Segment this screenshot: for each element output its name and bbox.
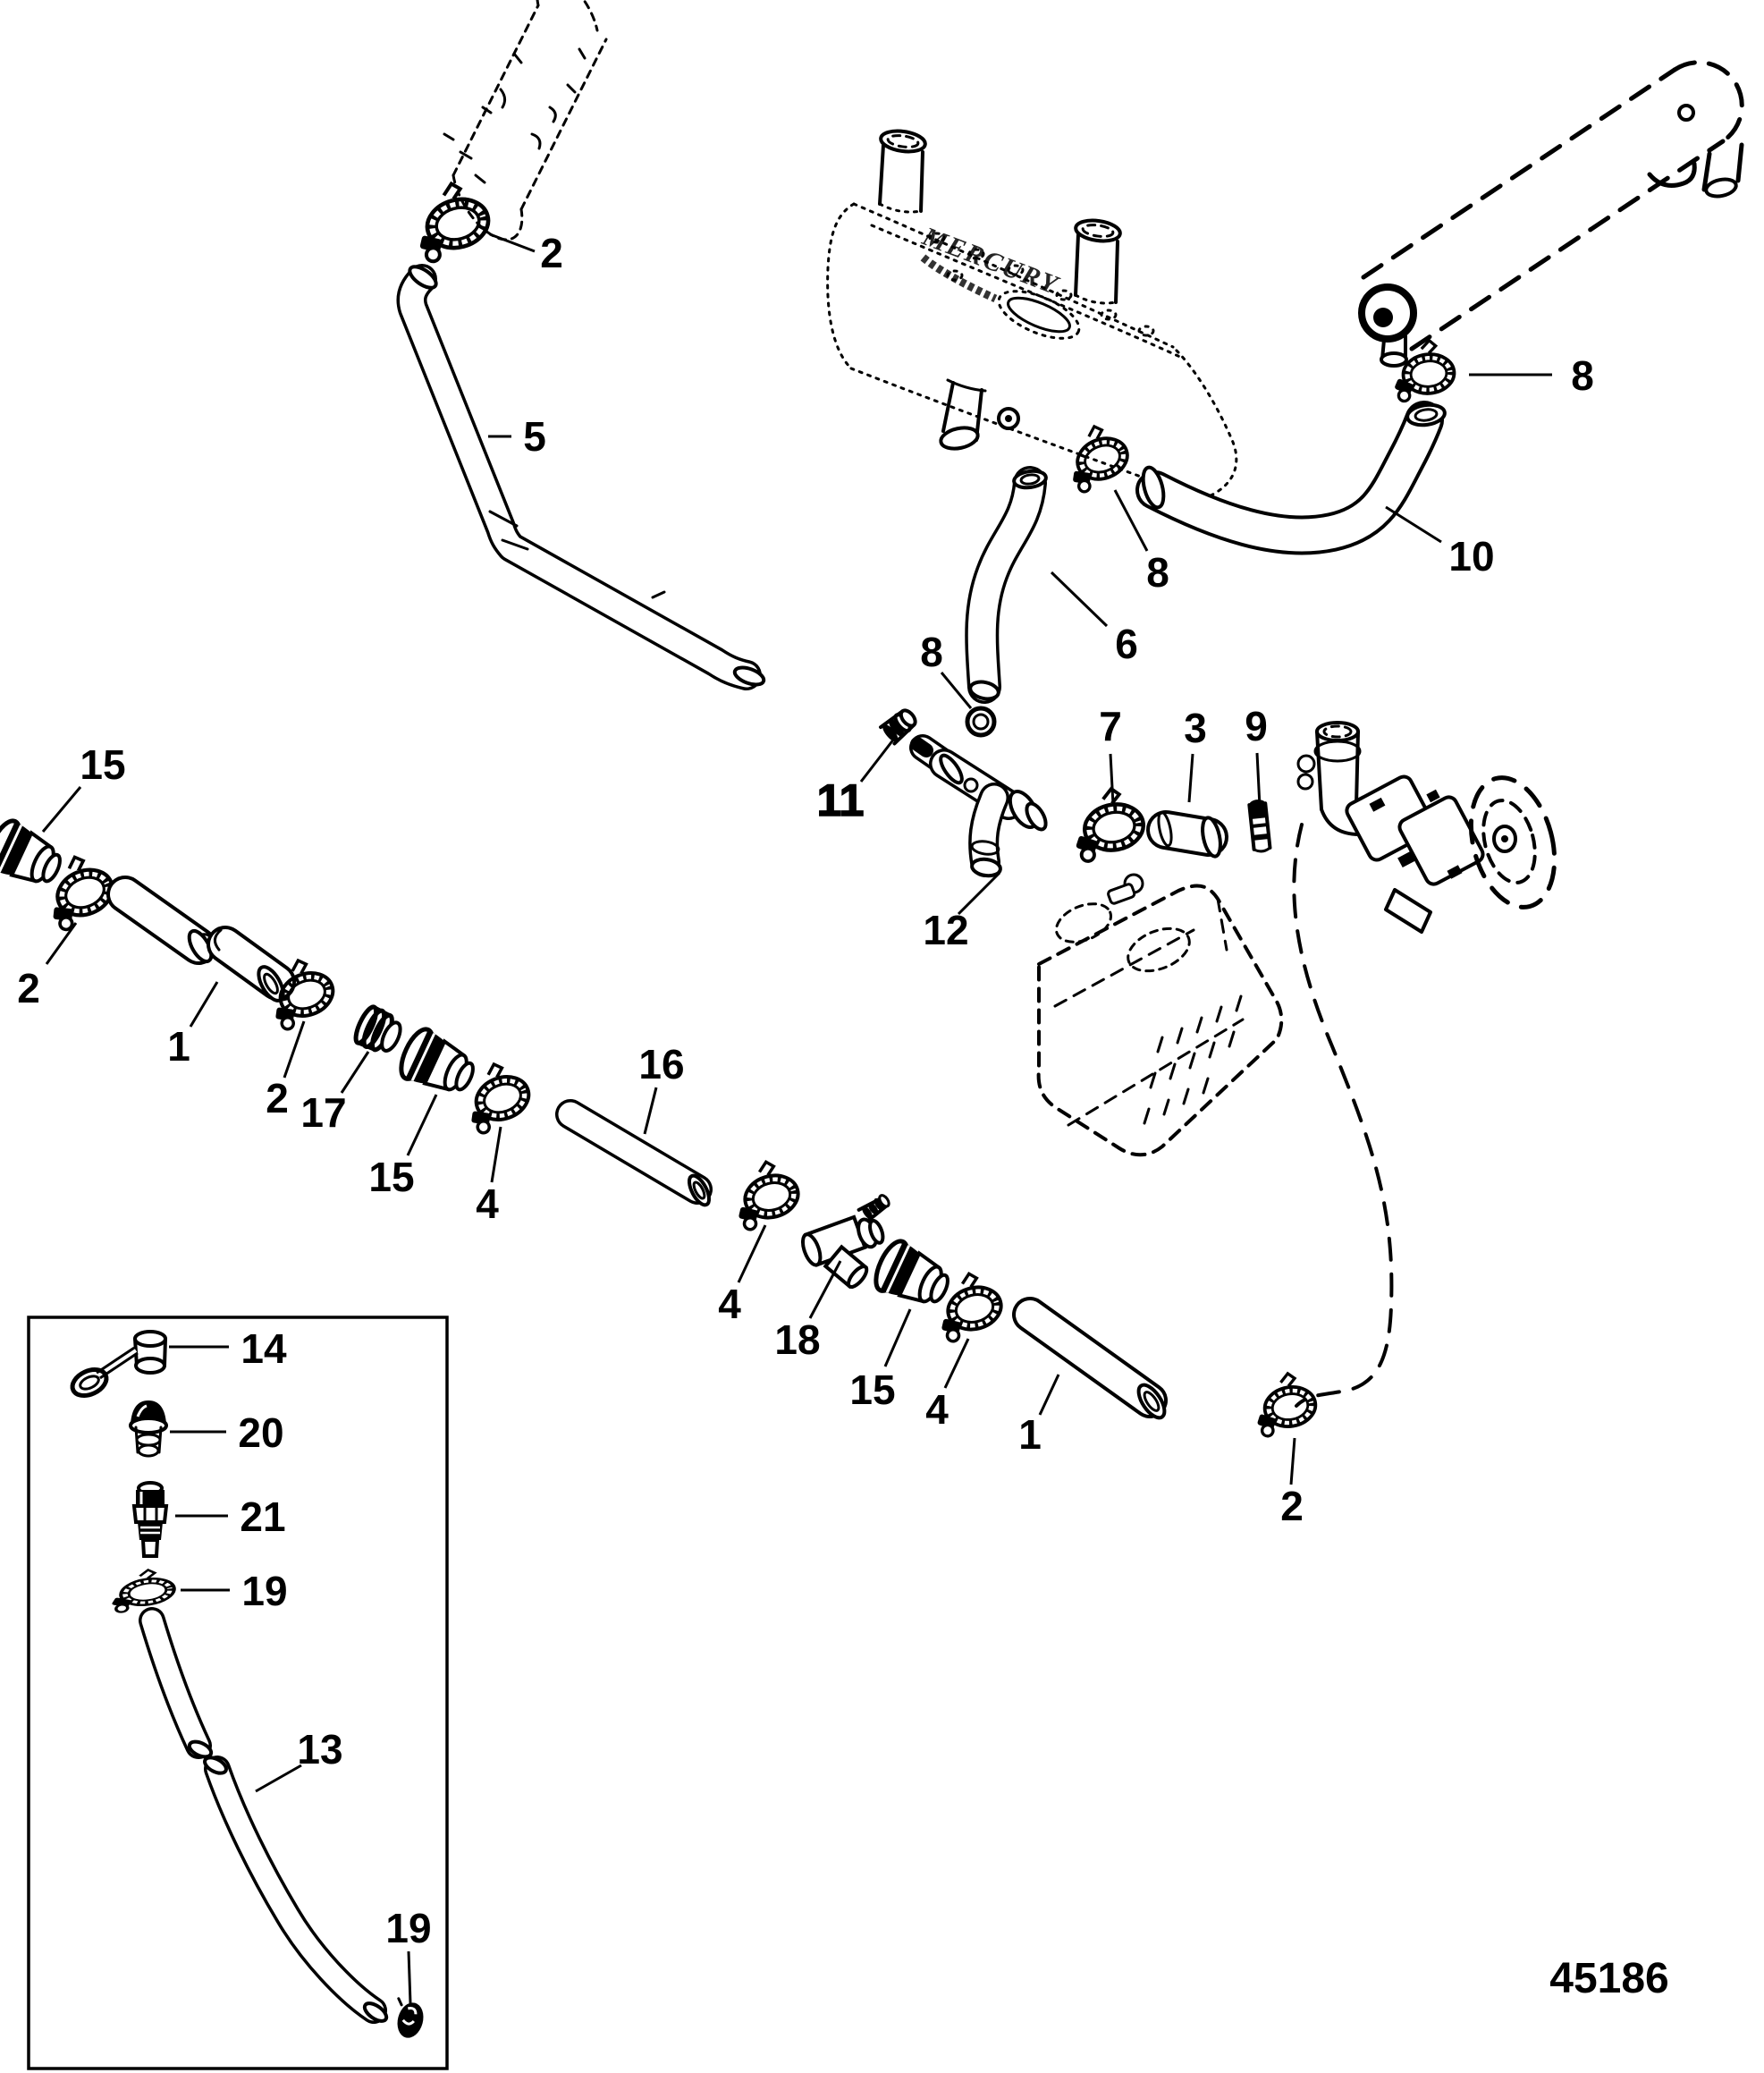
leader-line-4-20 (739, 1225, 765, 1282)
reference-heat-exchanger (1362, 63, 1742, 366)
callout-label-19-29: 19 (241, 1568, 288, 1614)
leader-line-4-18 (492, 1127, 501, 1182)
clamp-8-b (1058, 419, 1135, 495)
callout-label-4-23: 4 (925, 1386, 949, 1433)
leader-line-3-10 (1189, 754, 1193, 802)
brand-logo-text: MERCURY (918, 221, 1063, 300)
callout-label-14-26: 14 (241, 1325, 287, 1372)
manifold-left-face (828, 204, 854, 368)
callout-label-21-28: 21 (240, 1493, 286, 1540)
callout-label-8-2: 8 (1571, 352, 1594, 399)
pipe-12-upper-tip (917, 744, 926, 750)
clamp-19-b (389, 1999, 426, 2041)
ref-cyl-tl-top (537, 0, 597, 30)
callout-label-5-1: 5 (523, 413, 546, 460)
clamp-8-a (1390, 339, 1456, 402)
leader-line-1-14 (190, 982, 217, 1027)
clamp-2-a (406, 177, 495, 265)
ref-cyl-tl-edge2 (453, 5, 538, 175)
manifold-right-edge (1173, 347, 1236, 499)
hx-right-arc (1675, 63, 1742, 141)
hx-edge-lower (1412, 141, 1723, 349)
cooler-inner-line-1 (1055, 930, 1194, 1006)
callout-label-8-6: 8 (920, 629, 943, 675)
hx-edge-upper (1363, 70, 1675, 277)
hose-5 (406, 263, 765, 689)
reference-sea-water-pump (1294, 723, 1567, 1406)
callout-label-9-11: 9 (1245, 703, 1268, 749)
leader-line-10-3 (1386, 507, 1441, 542)
clamp-19-a (107, 1567, 176, 1613)
hose-sleeve-3 (1156, 811, 1223, 858)
plug-20 (131, 1400, 166, 1456)
stray-tick (653, 592, 664, 597)
clamp-2-d (1249, 1370, 1320, 1438)
clamp-7 (1067, 784, 1148, 863)
cooler-top-fitting (1107, 875, 1143, 904)
hx-endcap-hub (1373, 308, 1393, 327)
leader-line-2-0 (490, 234, 535, 251)
cooler-inner-line-3 (1218, 899, 1227, 950)
fitting-15-a (0, 817, 69, 895)
callout-label-20-27: 20 (238, 1409, 284, 1456)
leader-line-4-23 (945, 1339, 968, 1388)
callout-label-2-13: 2 (17, 965, 40, 1011)
reference-exhaust-manifold (828, 129, 1236, 499)
manifold-deck-line (872, 225, 1182, 358)
callout-label-15-12: 15 (80, 741, 126, 788)
leader-line-15-17 (408, 1095, 436, 1155)
fitting-9 (1249, 799, 1270, 852)
manifold-riser-left (880, 129, 927, 212)
cooler-top-cylinder-1 (1051, 896, 1117, 949)
callout-label-11-7: 11 (816, 775, 865, 825)
hx-endcap-stub-end (1381, 353, 1406, 366)
fitting-17 (352, 1004, 406, 1057)
pump-pulley (1457, 768, 1567, 917)
leader-line-2-25 (1291, 1438, 1295, 1485)
hose-1-b (1030, 1315, 1169, 1422)
water-distribution-pipe-12 (917, 744, 1050, 877)
ref-cyl-tl-edge (521, 39, 606, 209)
callout-label-2-0: 2 (540, 230, 563, 276)
hose-6 (968, 470, 1047, 702)
callout-label-6-5: 6 (1115, 621, 1138, 667)
callout-label-2-25: 2 (1280, 1483, 1304, 1529)
leader-line-18-21 (810, 1261, 840, 1318)
leader-line-19-31 (409, 1951, 410, 2003)
leader-line-15-12 (43, 787, 80, 832)
cooler-hatch-lines (1144, 996, 1241, 1123)
callout-label-13-30: 13 (297, 1726, 343, 1773)
callout-label-7-9: 7 (1099, 703, 1122, 749)
callout-label-19-31: 19 (385, 1905, 432, 1951)
callout-label-10-3: 10 (1448, 533, 1495, 580)
sealing-ring-8 (967, 708, 994, 735)
leader-line-1-24 (1040, 1375, 1059, 1415)
hose-5-inner (411, 279, 747, 675)
callout-label-15-17: 15 (368, 1154, 415, 1200)
hose-16 (570, 1114, 713, 1208)
pump-suction-hose-path (1294, 825, 1391, 1406)
manifold-riser-right (1075, 218, 1122, 303)
pipe-12-lower-leg-inner (983, 798, 994, 862)
callout-layer (17, 230, 1594, 2003)
leader-line-8-6 (941, 673, 971, 708)
callout-label-8-4: 8 (1146, 549, 1169, 596)
leader-line-13-30 (256, 1765, 301, 1791)
callout-label-1-14: 1 (167, 1023, 190, 1070)
callout-label-17-16: 17 (300, 1089, 347, 1136)
callout-label-18-21: 18 (774, 1316, 821, 1363)
cooler-outline (1039, 885, 1282, 1155)
callout-label-2-15: 2 (266, 1075, 289, 1121)
fitting-21 (134, 1483, 166, 1556)
callout-label-15-22: 15 (849, 1366, 896, 1413)
leader-line-17-16 (342, 1052, 368, 1093)
callout-label-12-8: 12 (923, 907, 969, 953)
callout-label-4-20: 4 (718, 1281, 741, 1327)
hose-1b-inner (1030, 1315, 1150, 1400)
drawing-number: 45186 (1549, 1955, 1669, 2002)
hose-13 (152, 1620, 389, 2025)
manifold-drain-elbow (939, 380, 1018, 452)
callout-label-1-24: 1 (1018, 1411, 1042, 1458)
ref-cyl-tl-details (444, 49, 585, 182)
leader-line-6-5 (1051, 572, 1107, 626)
callout-label-4-18: 4 (476, 1180, 499, 1227)
hx-right-fitting (1650, 106, 1742, 199)
hose-5-outer (411, 279, 747, 675)
clamp-4-b (726, 1156, 804, 1232)
cap-14 (68, 1332, 165, 1400)
hose-1-a (125, 894, 288, 1004)
reference-fuel-cooler-assembly (1039, 875, 1282, 1155)
hose-1a-seg1-inner (125, 894, 198, 946)
fitting-15-b (395, 1025, 482, 1104)
callout-label-3-10: 3 (1184, 705, 1207, 751)
leader-line-16-19 (645, 1087, 656, 1134)
hose-16-inner (570, 1114, 697, 1189)
leader-line-9-11 (1257, 753, 1260, 807)
hose-16-opening (685, 1172, 713, 1207)
fitting-15-c (870, 1237, 957, 1316)
leader-line-15-22 (885, 1309, 910, 1366)
pump-body (1344, 774, 1485, 932)
leader-line-11-7 (861, 739, 894, 782)
callout-label-16-19: 16 (638, 1041, 685, 1087)
